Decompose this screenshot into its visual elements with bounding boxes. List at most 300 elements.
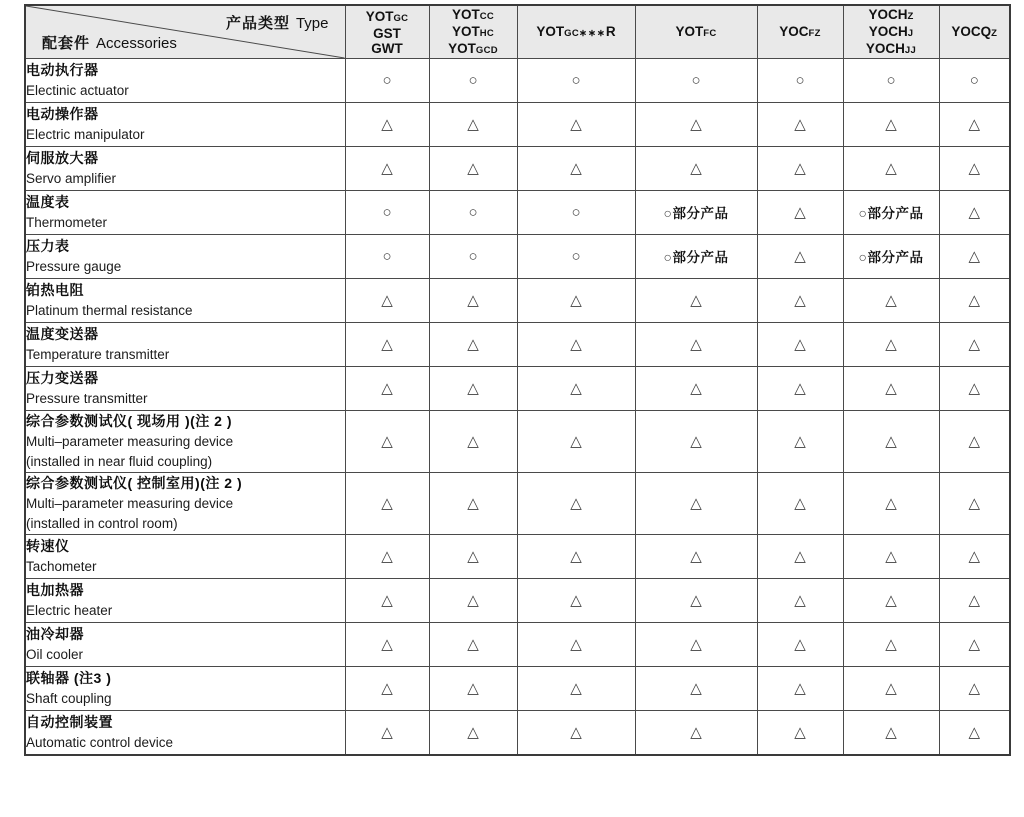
compatibility-cell xyxy=(635,279,757,323)
triangle-icon: △ xyxy=(381,724,393,741)
compatibility-cell xyxy=(345,667,429,711)
compatibility-cell xyxy=(757,473,843,535)
triangle-icon: △ xyxy=(968,380,981,397)
compatibility-cell xyxy=(429,147,517,191)
compatibility-cell xyxy=(843,279,939,323)
accessory-name-en: Multi–parameter measuring device xyxy=(26,496,234,511)
product-model-label: YOTFC xyxy=(675,23,717,39)
circle-icon: ○ xyxy=(858,249,868,265)
triangle-icon: △ xyxy=(968,592,981,609)
compatibility-cell xyxy=(635,367,757,411)
triangle-icon: △ xyxy=(794,336,806,353)
compatibility-cell xyxy=(517,711,635,756)
triangle-icon: △ xyxy=(381,680,393,697)
product-model-label: GST xyxy=(373,25,401,41)
compatibility-cell xyxy=(517,473,635,535)
compatibility-cell xyxy=(429,279,517,323)
compatibility-cell xyxy=(429,103,517,147)
accessory-row-3 xyxy=(25,147,1010,191)
product-model-label: YOCQZ xyxy=(951,23,998,39)
product-type-column-6 xyxy=(843,5,939,59)
circle-icon: ○ xyxy=(969,71,979,89)
accessory-name-zh: 伺服放大器 xyxy=(26,150,99,166)
partial-products-mark: ○部分产品 xyxy=(858,249,924,265)
product-model-label: YOTGCD xyxy=(448,40,498,56)
triangle-icon: △ xyxy=(570,433,582,450)
triangle-icon: △ xyxy=(794,724,806,741)
triangle-icon: △ xyxy=(690,680,702,697)
compatibility-cell xyxy=(429,323,517,367)
compatibility-cell xyxy=(757,623,843,667)
product-model-label: YOTCC xyxy=(451,6,495,22)
triangle-icon: △ xyxy=(690,116,702,133)
product-type-header xyxy=(226,12,329,33)
accessory-name-en: Platinum thermal resistance xyxy=(26,303,193,318)
partial-products-mark: ○部分产品 xyxy=(858,205,924,221)
accessory-name-zh: 转速仪 xyxy=(26,538,70,554)
compatibility-cell xyxy=(843,473,939,535)
accessory-row-9 xyxy=(25,411,1010,473)
compatibility-cell xyxy=(635,623,757,667)
compatibility-cell xyxy=(517,367,635,411)
triangle-icon: △ xyxy=(885,160,897,177)
compatibility-cell xyxy=(517,323,635,367)
triangle-icon: △ xyxy=(885,292,897,309)
triangle-icon: △ xyxy=(968,433,981,450)
product-model-label: YOCHJ xyxy=(868,23,914,39)
product-type-column-1 xyxy=(345,5,429,59)
triangle-icon: △ xyxy=(968,495,981,512)
compatibility-cell xyxy=(843,579,939,623)
accessory-name-en: Thermometer xyxy=(26,215,108,230)
triangle-icon: △ xyxy=(381,495,393,512)
circle-icon: ○ xyxy=(663,205,673,221)
compatibility-cell xyxy=(429,579,517,623)
accessory-name-zh: 综合参数测试仪( 现场用 )(注 2 ) xyxy=(26,413,232,429)
triangle-icon: △ xyxy=(968,336,981,353)
accessory-row-5 xyxy=(25,235,1010,279)
circle-icon: ○ xyxy=(663,249,673,265)
circle-icon: ○ xyxy=(886,71,896,89)
accessory-name-zh: 温度表 xyxy=(26,194,70,210)
accessories-header xyxy=(42,32,177,53)
accessory-name-zh: 温度变送器 xyxy=(26,326,99,342)
compatibility-cell xyxy=(757,59,843,103)
compatibility-cell xyxy=(517,411,635,473)
triangle-icon: △ xyxy=(885,336,897,353)
compatibility-cell xyxy=(757,323,843,367)
accessory-name-zh: 电动操作器 xyxy=(26,106,99,122)
triangle-icon: △ xyxy=(885,680,897,697)
compatibility-cell xyxy=(345,367,429,411)
accessory-label xyxy=(25,147,345,191)
triangle-icon: △ xyxy=(381,160,393,177)
triangle-icon: △ xyxy=(794,495,806,512)
triangle-icon: △ xyxy=(968,116,981,133)
compatibility-cell xyxy=(635,59,757,103)
circle-icon: ○ xyxy=(858,205,868,221)
compatibility-cell xyxy=(345,473,429,535)
accessory-row-6 xyxy=(25,279,1010,323)
product-model-label: YOCFZ xyxy=(779,23,821,39)
triangle-icon: △ xyxy=(690,160,702,177)
accessory-name-zh: 电动执行器 xyxy=(26,62,99,78)
product-model-label: YOCHZ xyxy=(868,6,914,22)
triangle-icon: △ xyxy=(467,592,479,609)
compatibility-cell xyxy=(757,667,843,711)
accessory-label xyxy=(25,535,345,579)
triangle-icon: △ xyxy=(885,724,897,741)
accessory-name-en: Shaft coupling xyxy=(26,691,112,706)
compatibility-cell xyxy=(939,147,1010,191)
triangle-icon: △ xyxy=(794,636,806,653)
compatibility-cell xyxy=(843,147,939,191)
triangle-icon: △ xyxy=(690,636,702,653)
compatibility-cell xyxy=(757,535,843,579)
compatibility-cell xyxy=(345,191,429,235)
accessory-name-zh: 综合参数测试仪( 控制室用)(注 2 ) xyxy=(26,475,243,491)
accessory-name-zh: 联轴器 (注3 ) xyxy=(26,670,112,686)
triangle-icon: △ xyxy=(885,592,897,609)
accessory-label xyxy=(25,711,345,756)
accessory-name-en: Pressure transmitter xyxy=(26,391,148,406)
triangle-icon: △ xyxy=(467,548,479,565)
compatibility-cell xyxy=(843,235,939,279)
compatibility-cell xyxy=(345,59,429,103)
triangle-icon: △ xyxy=(467,495,479,512)
compatibility-cell xyxy=(843,191,939,235)
triangle-icon: △ xyxy=(570,724,582,741)
compatibility-cell xyxy=(635,191,757,235)
triangle-icon: △ xyxy=(794,292,806,309)
compatibility-cell xyxy=(843,535,939,579)
triangle-icon: △ xyxy=(467,724,479,741)
partial-products-mark: ○部分产品 xyxy=(663,249,729,265)
triangle-icon: △ xyxy=(467,336,479,353)
triangle-icon: △ xyxy=(794,248,806,265)
triangle-icon: △ xyxy=(794,433,806,450)
triangle-icon: △ xyxy=(794,592,806,609)
product-type-zh: 产品类型 xyxy=(225,15,290,32)
triangle-icon: △ xyxy=(794,204,806,221)
accessory-name-zh: 油冷却器 xyxy=(26,626,84,642)
product-type-column-7 xyxy=(939,5,1010,59)
compatibility-cell xyxy=(345,411,429,473)
accessory-row-15 xyxy=(25,711,1010,756)
accessory-row-11 xyxy=(25,535,1010,579)
triangle-icon: △ xyxy=(467,636,479,653)
compatibility-cell xyxy=(757,579,843,623)
triangle-icon: △ xyxy=(570,680,582,697)
compatibility-cell xyxy=(345,103,429,147)
compatibility-cell xyxy=(635,147,757,191)
circle-icon: ○ xyxy=(382,203,392,221)
triangle-icon: △ xyxy=(794,548,806,565)
compatibility-cell xyxy=(429,667,517,711)
circle-icon: ○ xyxy=(571,247,581,265)
triangle-icon: △ xyxy=(690,724,702,741)
circle-icon: ○ xyxy=(382,247,392,265)
compatibility-cell xyxy=(345,535,429,579)
triangle-icon: △ xyxy=(885,380,897,397)
triangle-icon: △ xyxy=(381,433,393,450)
triangle-icon: △ xyxy=(570,336,582,353)
compatibility-cell xyxy=(429,235,517,279)
triangle-icon: △ xyxy=(381,636,393,653)
triangle-icon: △ xyxy=(794,116,806,133)
triangle-icon: △ xyxy=(570,380,582,397)
accessory-name-en: Electric manipulator xyxy=(26,127,145,142)
triangle-icon: △ xyxy=(467,380,479,397)
triangle-icon: △ xyxy=(885,636,897,653)
product-type-column-5 xyxy=(757,5,843,59)
triangle-icon: △ xyxy=(467,680,479,697)
compatibility-cell xyxy=(757,191,843,235)
compatibility-cell xyxy=(757,279,843,323)
compatibility-cell xyxy=(429,623,517,667)
accessory-name-en: Electric heater xyxy=(26,603,113,618)
compatibility-cell xyxy=(757,235,843,279)
triangle-icon: △ xyxy=(381,336,393,353)
accessory-name-zh: 铂热电阻 xyxy=(26,282,84,298)
circle-icon: ○ xyxy=(795,71,805,89)
compatibility-cell xyxy=(429,59,517,103)
accessory-label xyxy=(25,667,345,711)
triangle-icon: △ xyxy=(885,548,897,565)
accessory-row-8 xyxy=(25,367,1010,411)
compatibility-cell xyxy=(843,323,939,367)
compatibility-cell xyxy=(635,711,757,756)
compatibility-cell xyxy=(429,191,517,235)
compatibility-cell xyxy=(517,667,635,711)
triangle-icon: △ xyxy=(381,116,393,133)
triangle-icon: △ xyxy=(467,292,479,309)
accessory-row-1 xyxy=(25,59,1010,103)
compatibility-cell xyxy=(635,235,757,279)
triangle-icon: △ xyxy=(467,116,479,133)
circle-icon: ○ xyxy=(468,71,478,89)
accessory-row-4 xyxy=(25,191,1010,235)
triangle-icon: △ xyxy=(381,380,393,397)
product-model-label: YOTHC xyxy=(451,23,495,39)
compatibility-cell xyxy=(517,103,635,147)
triangle-icon: △ xyxy=(968,204,981,221)
triangle-icon: △ xyxy=(381,592,393,609)
compatibility-cell xyxy=(939,667,1010,711)
compatibility-cell xyxy=(345,279,429,323)
triangle-icon: △ xyxy=(467,160,479,177)
accessories-compatibility-table xyxy=(24,4,1011,756)
triangle-icon: △ xyxy=(570,548,582,565)
product-model-label: YOTGC xyxy=(365,8,409,24)
compatibility-cell xyxy=(635,535,757,579)
triangle-icon: △ xyxy=(690,380,702,397)
accessories-en: Accessories xyxy=(96,35,177,52)
circle-icon: ○ xyxy=(468,247,478,265)
compatibility-cell xyxy=(843,711,939,756)
accessory-label xyxy=(25,579,345,623)
compatibility-cell xyxy=(345,623,429,667)
accessory-label xyxy=(25,103,345,147)
compatibility-cell xyxy=(635,579,757,623)
triangle-icon: △ xyxy=(968,160,981,177)
triangle-icon: △ xyxy=(968,548,981,565)
triangle-icon: △ xyxy=(570,495,582,512)
compatibility-cell xyxy=(635,473,757,535)
table-header-row xyxy=(25,5,1010,59)
compatibility-cell xyxy=(843,103,939,147)
accessory-name-en: Temperature transmitter xyxy=(26,347,170,362)
compatibility-cell xyxy=(939,535,1010,579)
accessory-row-13 xyxy=(25,623,1010,667)
accessory-name-en: Multi–parameter measuring device xyxy=(26,434,234,449)
product-type-column-3 xyxy=(517,5,635,59)
triangle-icon: △ xyxy=(794,380,806,397)
product-type-en: Type xyxy=(295,15,329,32)
accessory-label xyxy=(25,623,345,667)
triangle-icon: △ xyxy=(690,495,702,512)
compatibility-cell xyxy=(843,367,939,411)
accessory-name-en: Automatic control device xyxy=(26,735,174,750)
partial-products-mark: ○部分产品 xyxy=(663,205,729,221)
compatibility-cell xyxy=(429,411,517,473)
compatibility-cell xyxy=(939,711,1010,756)
accessory-label xyxy=(25,473,345,535)
triangle-icon: △ xyxy=(968,292,981,309)
compatibility-cell xyxy=(757,103,843,147)
compatibility-cell xyxy=(429,711,517,756)
compatibility-cell xyxy=(345,323,429,367)
compatibility-cell xyxy=(757,411,843,473)
accessory-name-zh: 自动控制装置 xyxy=(26,714,113,730)
compatibility-cell xyxy=(757,367,843,411)
compatibility-cell xyxy=(517,579,635,623)
compatibility-cell xyxy=(429,535,517,579)
product-model-label: YOCHJJ xyxy=(865,40,917,56)
compatibility-cell xyxy=(345,235,429,279)
accessory-label xyxy=(25,323,345,367)
accessory-row-2 xyxy=(25,103,1010,147)
triangle-icon: △ xyxy=(968,724,981,741)
triangle-icon: △ xyxy=(885,433,897,450)
compatibility-cell xyxy=(843,411,939,473)
compatibility-cell xyxy=(939,323,1010,367)
triangle-icon: △ xyxy=(690,292,702,309)
product-type-column-4 xyxy=(635,5,757,59)
triangle-icon: △ xyxy=(570,636,582,653)
triangle-icon: △ xyxy=(690,336,702,353)
accessory-label xyxy=(25,367,345,411)
compatibility-cell xyxy=(939,367,1010,411)
triangle-icon: △ xyxy=(570,160,582,177)
accessory-row-10 xyxy=(25,473,1010,535)
compatibility-cell xyxy=(517,279,635,323)
accessory-name-en: Pressure gauge xyxy=(26,259,122,274)
accessory-name-en: Electinic actuator xyxy=(26,83,129,98)
circle-icon: ○ xyxy=(468,203,478,221)
compatibility-cell xyxy=(843,667,939,711)
compatibility-cell xyxy=(517,623,635,667)
compatibility-cell xyxy=(939,411,1010,473)
accessory-label xyxy=(25,191,345,235)
triangle-icon: △ xyxy=(570,116,582,133)
circle-icon: ○ xyxy=(382,71,392,89)
accessory-name-en: Tachometer xyxy=(26,559,97,574)
compatibility-cell xyxy=(517,235,635,279)
triangle-icon: △ xyxy=(968,680,981,697)
compatibility-cell xyxy=(757,147,843,191)
compatibility-cell xyxy=(517,59,635,103)
compatibility-cell xyxy=(345,147,429,191)
accessory-label xyxy=(25,411,345,473)
product-type-column-2 xyxy=(429,5,517,59)
triangle-icon: △ xyxy=(467,433,479,450)
triangle-icon: △ xyxy=(381,292,393,309)
accessory-row-14 xyxy=(25,667,1010,711)
compatibility-cell xyxy=(429,473,517,535)
accessory-row-12 xyxy=(25,579,1010,623)
accessory-name-en: Servo amplifier xyxy=(26,171,117,186)
circle-icon: ○ xyxy=(571,71,581,89)
accessory-label xyxy=(25,279,345,323)
circle-icon: ○ xyxy=(571,203,581,221)
compatibility-cell xyxy=(939,235,1010,279)
compatibility-cell xyxy=(635,667,757,711)
triangle-icon: △ xyxy=(690,592,702,609)
compatibility-cell xyxy=(635,411,757,473)
accessory-name-zh: 压力表 xyxy=(26,238,70,254)
compatibility-cell xyxy=(345,711,429,756)
triangle-icon: △ xyxy=(794,680,806,697)
compatibility-cell xyxy=(635,323,757,367)
accessory-name-en: (installed in control room) xyxy=(26,516,178,531)
compatibility-cell xyxy=(939,623,1010,667)
compatibility-cell xyxy=(939,473,1010,535)
triangle-icon: △ xyxy=(885,116,897,133)
triangle-icon: △ xyxy=(968,636,981,653)
triangle-icon: △ xyxy=(570,292,582,309)
accessory-name-en: Oil cooler xyxy=(26,647,84,662)
triangle-icon: △ xyxy=(885,495,897,512)
compatibility-cell xyxy=(939,579,1010,623)
triangle-icon: △ xyxy=(690,433,702,450)
compatibility-cell xyxy=(939,103,1010,147)
compatibility-cell xyxy=(429,367,517,411)
triangle-icon: △ xyxy=(381,548,393,565)
corner-header-cell xyxy=(25,5,345,59)
compatibility-cell xyxy=(517,191,635,235)
compatibility-cell xyxy=(843,59,939,103)
compatibility-cell xyxy=(517,147,635,191)
triangle-icon: △ xyxy=(794,160,806,177)
compatibility-cell xyxy=(939,191,1010,235)
accessories-zh: 配套件 xyxy=(42,35,91,52)
product-model-label: YOTGC∗∗∗R xyxy=(536,23,616,39)
accessory-name-en: (installed in near fluid coupling) xyxy=(26,454,213,469)
circle-icon: ○ xyxy=(691,71,701,89)
product-model-label: GWT xyxy=(371,40,403,56)
triangle-icon: △ xyxy=(968,248,981,265)
compatibility-cell xyxy=(939,279,1010,323)
compatibility-cell xyxy=(635,103,757,147)
compatibility-cell xyxy=(757,711,843,756)
compatibility-cell xyxy=(345,579,429,623)
accessory-name-zh: 压力变送器 xyxy=(26,370,99,386)
compatibility-cell xyxy=(939,59,1010,103)
triangle-icon: △ xyxy=(690,548,702,565)
compatibility-cell xyxy=(843,623,939,667)
accessory-label xyxy=(25,59,345,103)
